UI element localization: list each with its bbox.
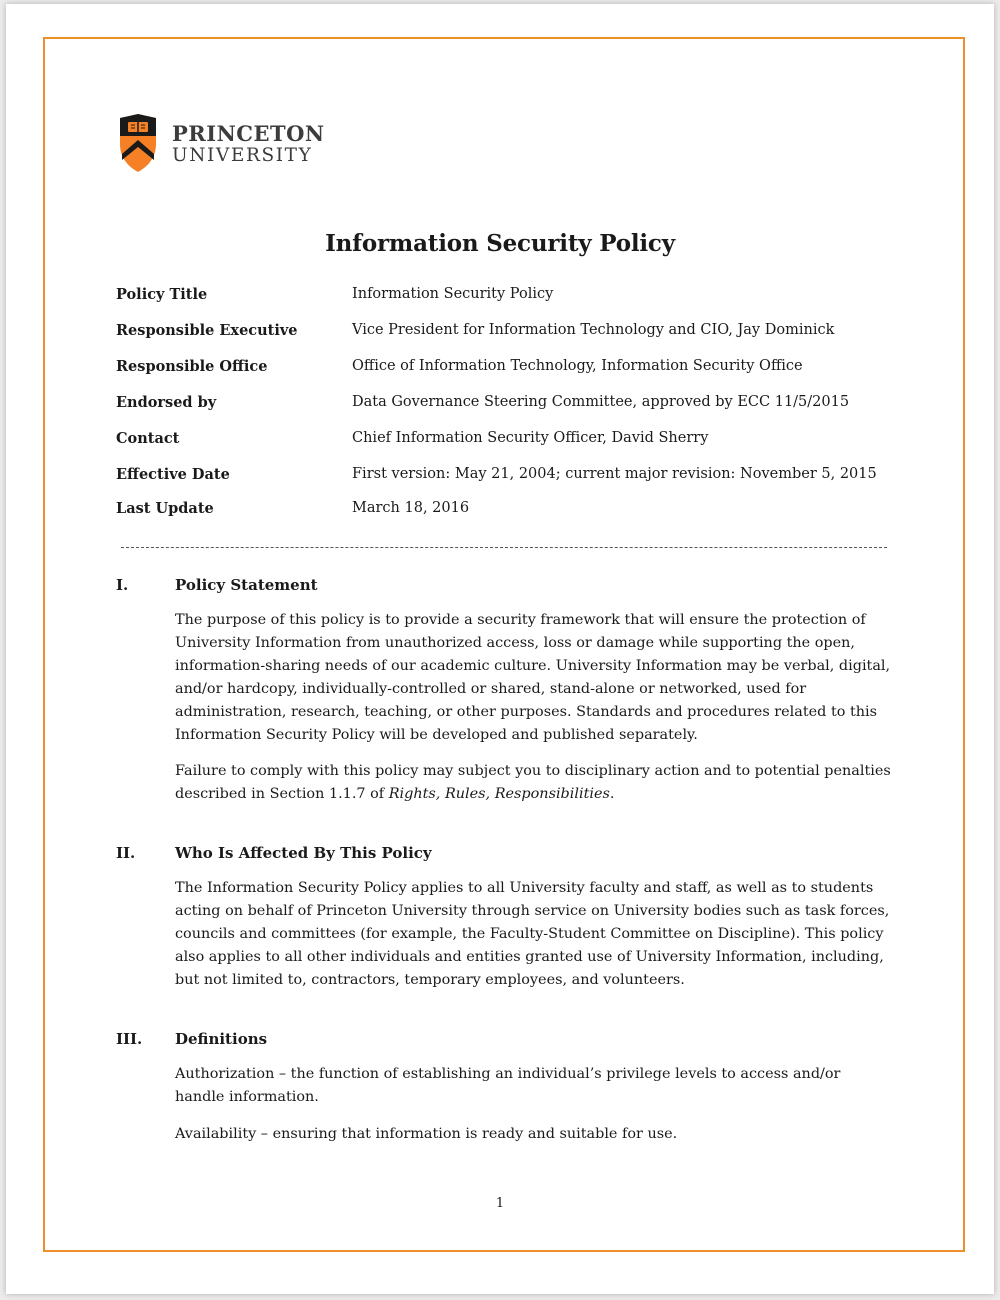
- paragraph-text: Failure to comply with this policy may subject you to disciplinary action and to potential penalties described in Section 1.1.7 of: [175, 763, 891, 803]
- meta-value: Chief Information Security Officer, David Sherry: [352, 430, 709, 446]
- policy-metadata-table: [116, 276, 906, 524]
- meta-value: Information Security Policy: [352, 286, 554, 302]
- section-number: III.: [116, 1030, 143, 1048]
- meta-label: Responsible Office: [116, 357, 268, 375]
- paragraph: The Information Security Policy applies to all University faculty and staff, as well as to students acting on behalf of Princeton University through service on University bodies such as task forces, councils and committees (for example, the Faculty-Student Committee on Discipline). This policy also applies to all other individuals and entities granted use of University Information, including, but not limited to, contractors, temporary employees, and volunteers.: [175, 880, 890, 988]
- logo-line-princeton: PRINCETON: [172, 120, 325, 146]
- meta-row-responsible-executive: [116, 312, 906, 348]
- paragraph-end: .: [609, 786, 615, 803]
- section-who-is-affected: [116, 843, 906, 992]
- meta-label: Last Update: [116, 499, 214, 517]
- meta-value: First version: May 21, 2004; current major revision: November 5, 2015: [352, 466, 877, 482]
- princeton-shield-icon: [118, 114, 158, 174]
- section-body: [175, 609, 891, 806]
- page-number: 1: [495, 1196, 505, 1211]
- university-logo: [118, 114, 325, 174]
- meta-row-effective-date: [116, 456, 906, 492]
- meta-label: Endorsed by: [116, 393, 217, 411]
- paragraph: [175, 760, 891, 806]
- section-number: I.: [116, 576, 129, 594]
- section-body: [175, 1063, 891, 1146]
- paragraph: Availability – ensuring that information is ready and suitable for use.: [175, 1125, 678, 1142]
- dashed-divider: [121, 547, 887, 548]
- meta-value: Data Governance Steering Committee, approved by ECC 11/5/2015: [352, 394, 850, 410]
- meta-row-responsible-office: [116, 348, 906, 384]
- paragraph: Authorization – the function of establishing an individual’s privilege levels to access and/or handle information.: [175, 1066, 841, 1105]
- meta-row-contact: [116, 420, 906, 456]
- meta-row-last-update: [116, 492, 906, 524]
- section-body: [175, 877, 891, 992]
- section-policy-statement: [116, 575, 906, 806]
- section-heading: [116, 843, 906, 863]
- meta-label: Contact: [116, 429, 180, 447]
- document-title: Information Security Policy: [325, 230, 675, 257]
- meta-value: Office of Information Technology, Information Security Office: [352, 358, 803, 374]
- meta-row-policy-title: [116, 276, 906, 312]
- section-definitions: [116, 1029, 906, 1146]
- section-heading: [116, 1029, 906, 1049]
- meta-label: Policy Title: [116, 285, 208, 303]
- meta-row-endorsed-by: [116, 384, 906, 420]
- section-heading: [116, 575, 906, 595]
- meta-value: March 18, 2016: [352, 500, 470, 516]
- meta-value: Vice President for Information Technology and CIO, Jay Dominick: [352, 322, 835, 338]
- section-title: Policy Statement: [175, 576, 318, 594]
- meta-label: Responsible Executive: [116, 321, 298, 339]
- paragraph: The purpose of this policy is to provide a security framework that will ensure the protection of University Information from unauthorized access, loss or damage while supporting the open, information-sharing needs of our academic culture. University Information may be verbal, digital, and/or hardcopy, individually-controlled or shared, stand-alone or networked, used for administration, research, teaching, or other purposes. Standards and procedures related to this Information Security Policy will be developed and published separately.: [175, 612, 891, 743]
- meta-label: Effective Date: [116, 465, 230, 483]
- logo-wordmark: [172, 122, 325, 167]
- section-number: II.: [116, 844, 136, 862]
- italic-reference: Rights, Rules, Responsibilities: [388, 786, 610, 803]
- section-title: Definitions: [175, 1030, 268, 1048]
- logo-line-university: UNIVERSITY: [172, 144, 313, 166]
- section-title: Who Is Affected By This Policy: [175, 844, 432, 862]
